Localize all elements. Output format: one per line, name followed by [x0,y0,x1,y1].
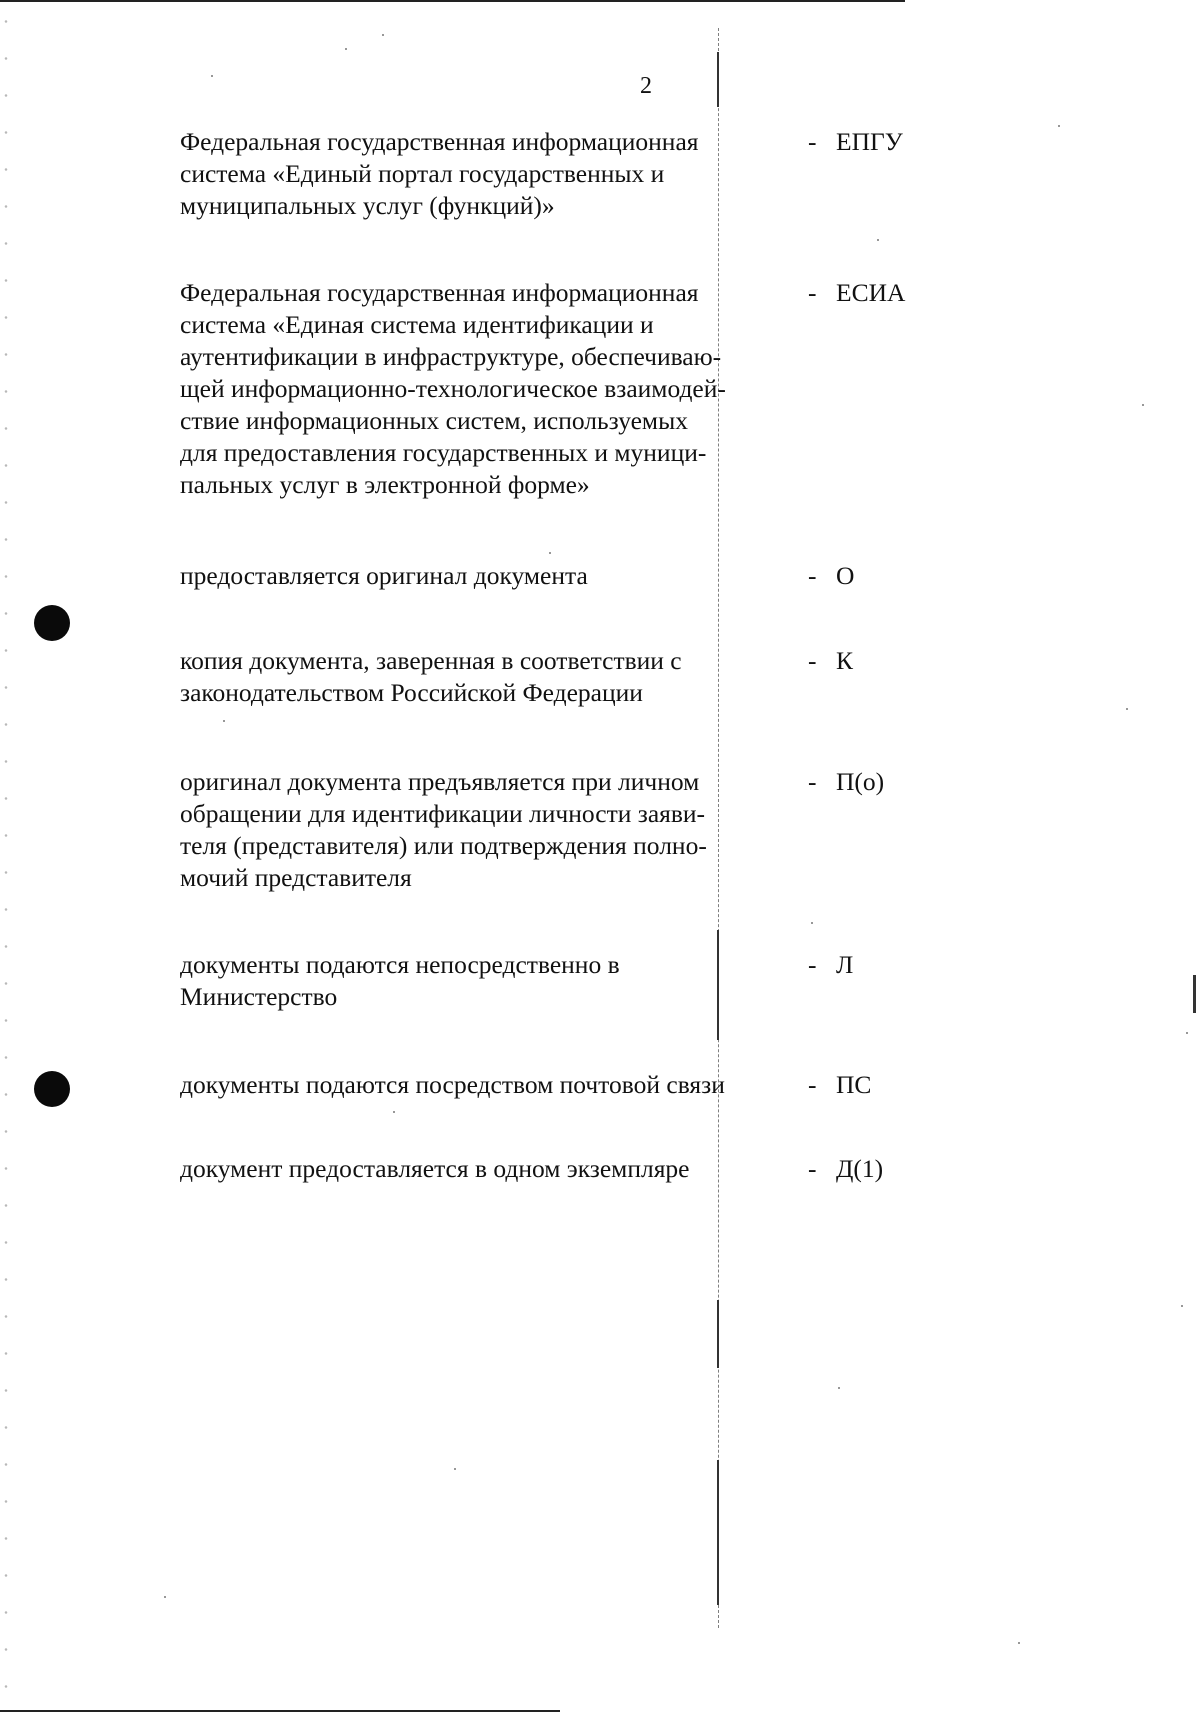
scan-speck [877,239,879,241]
entry-dash: - [808,1154,817,1183]
scan-speck [164,1596,166,1598]
entry-abbreviation: ПС [836,1070,872,1099]
entry-abbreviation: Д(1) [836,1154,884,1183]
fold-line-segment [717,52,719,107]
scan-speck [1142,404,1144,406]
entry-dash: - [808,950,817,979]
entry-dash: - [808,767,817,796]
scan-speck [1018,1642,1020,1644]
scan-speck [223,720,225,722]
entry-dash: - [808,1070,817,1099]
scan-speck [1058,125,1060,127]
scan-speck [1126,708,1128,710]
entry-abbreviation: ЕПГУ [836,127,903,156]
scan-speck [549,552,551,554]
scan-speck [393,1111,395,1113]
entry-description: документы подаются посредством почтовой связи [180,1070,725,1099]
page-number: 2 [640,73,652,99]
entry-description: документ предоставляется в одном экземпляре [180,1154,690,1183]
punch-hole [34,1071,70,1107]
fold-line-segment [717,1300,719,1368]
entry-dash: - [808,278,817,307]
scan-speck [345,48,347,50]
top-scan-edge [0,0,905,2]
scan-speck [1186,1032,1188,1034]
entry-abbreviation: Л [836,950,854,979]
scan-speck [211,75,213,77]
left-scan-edge-dots [0,0,8,1715]
scan-speck [382,34,384,36]
entry-dash: - [808,646,817,675]
entry-description: Федеральная государственная информационная система «Единая система идентификации и аутентификации в инфраструктуре, обеспечиваю- щей информационно-технологическое взаимодей- ствие информационных систем, используемых для предоставления государственных и муници- пальных услуг в электронной форме» [180,278,726,499]
right-scan-edge-mark [1193,975,1196,1013]
scan-speck [1181,1305,1183,1307]
scan-speck [811,922,813,924]
entry-abbreviation: ЕСИА [836,278,906,307]
entry-dash: - [808,561,817,590]
entry-abbreviation: О [836,561,855,590]
entry-abbreviation: П(о) [836,767,885,796]
fold-line-segment [717,1460,719,1605]
punch-hole [34,605,70,641]
scan-speck [454,1468,456,1470]
entry-description: оригинал документа предъявляется при личном обращении для идентификации личности заяви- теля (представителя) или подтверждения полно- мочий представителя [180,767,707,892]
entry-description: Федеральная государственная информационная система «Единый портал государственных и муниципальных услуг (функций)» [180,127,699,220]
entry-description: документы подаются непосредственно в Министерство [180,950,620,1011]
entry-description: копия документа, заверенная в соответствии с законодательством Российской Федерации [180,646,682,707]
entry-abbreviation: К [836,646,854,675]
scan-speck [838,1387,840,1389]
bottom-scan-edge [0,1710,560,1712]
entry-description: предоставляется оригинал документа [180,561,588,590]
entry-dash: - [808,127,817,156]
